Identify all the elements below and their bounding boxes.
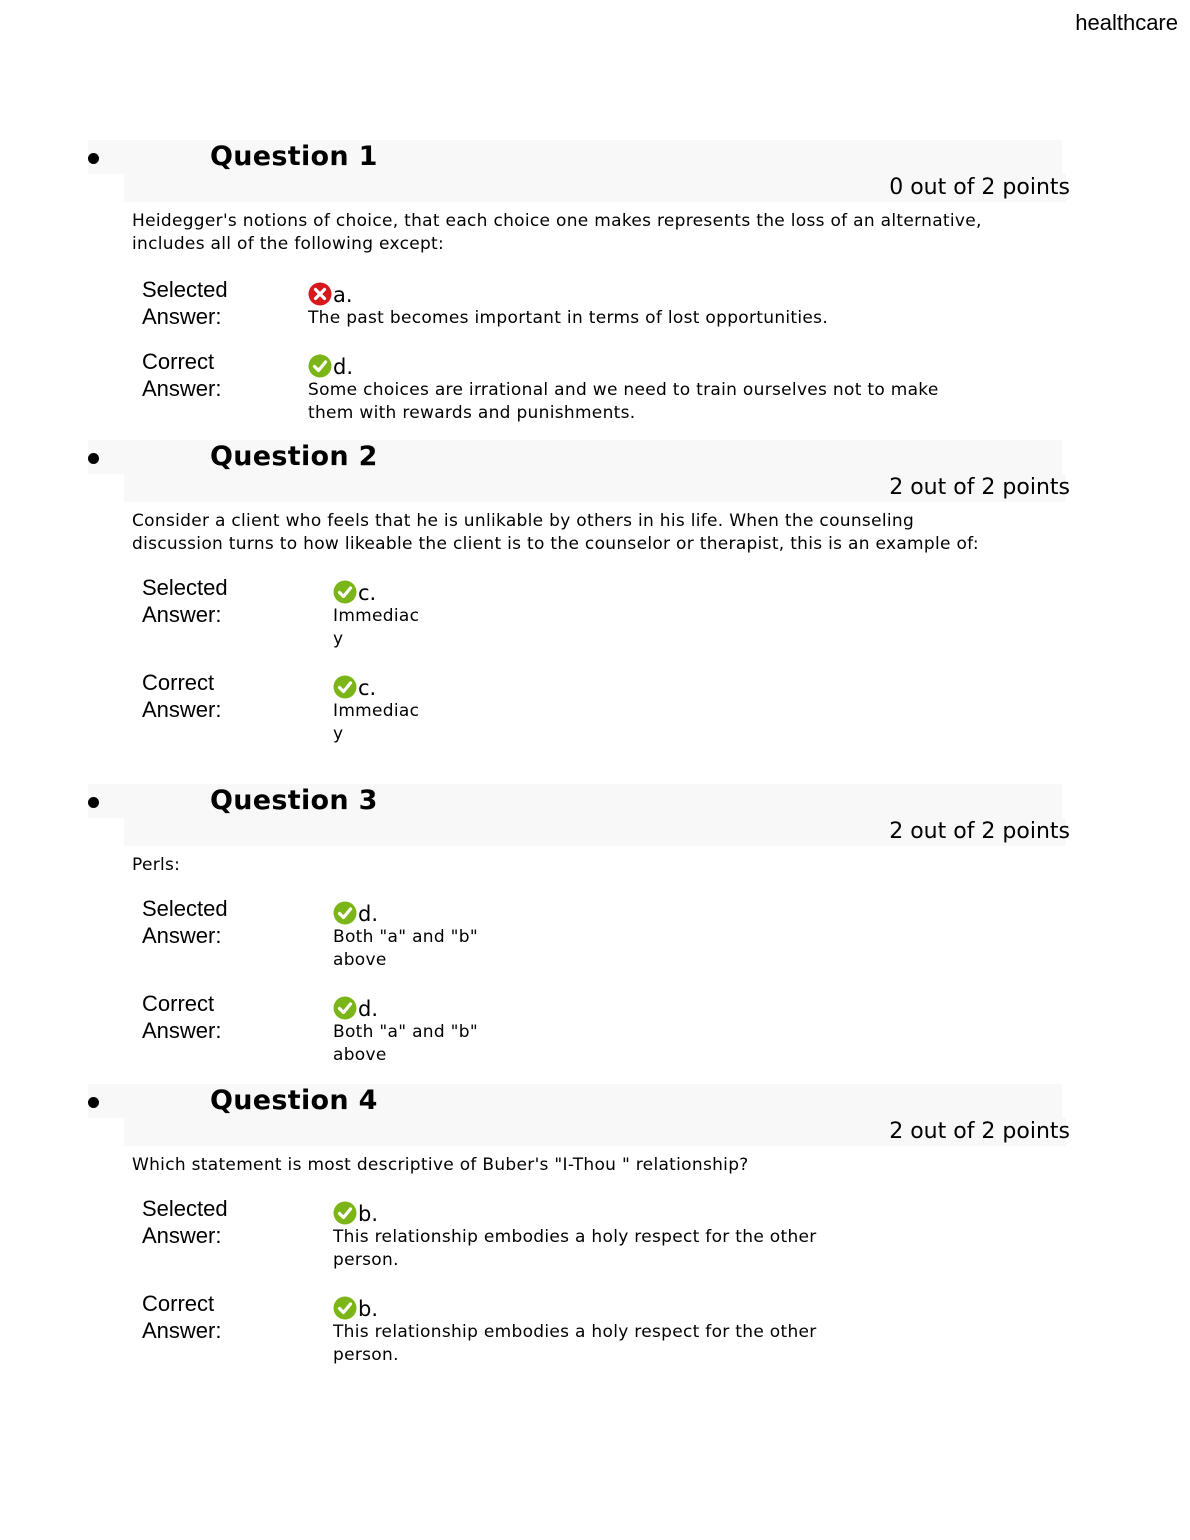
- check-icon: [308, 354, 332, 378]
- answer-letter: b.: [358, 1297, 379, 1321]
- bullet-icon: [88, 453, 99, 464]
- bullet-icon: [88, 797, 99, 808]
- answer-text: Immediacy: [333, 701, 420, 744]
- answer-text: Some choices are irrational and we need to train ourselves not to make them with rewards and punishments.: [308, 380, 939, 423]
- question-header: [88, 140, 1062, 174]
- check-icon: [333, 901, 357, 925]
- selected-answer-label: Selected Answer:: [142, 575, 228, 627]
- selected-answer: [142, 574, 1066, 651]
- selected-answer: [142, 276, 1066, 330]
- x-icon: [308, 282, 332, 306]
- question-header: [88, 784, 1062, 818]
- bullet-icon: [88, 153, 99, 164]
- question-title: Question 4: [210, 1085, 378, 1116]
- answer-text: Immediacy: [333, 606, 420, 649]
- question-points: 2 out of 2 points: [889, 1119, 1070, 1144]
- correct-answer: [142, 348, 1066, 425]
- selected-answer: [142, 1195, 1066, 1272]
- question-header: [88, 440, 1062, 474]
- question-title: Question 3: [210, 785, 378, 816]
- question-block: [88, 440, 1070, 746]
- answer-letter: d.: [333, 355, 354, 379]
- answer-text: This relationship embodies a holy respect for the other person.: [333, 1322, 817, 1365]
- correct-answer-label: Correct Answer:: [142, 991, 222, 1043]
- check-icon: [333, 996, 357, 1020]
- check-icon: [333, 1296, 357, 1320]
- question-text: Consider a client who feels that he is unlikable by others in his life. When the counseling discussion turns to how likeable the client is to the counselor or therapist, this is an example of:: [132, 511, 979, 554]
- question-text: Which statement is most descriptive of Buber's "I-Thou " relationship?: [132, 1155, 749, 1175]
- question-block: [88, 140, 1070, 425]
- question-text: Heidegger's notions of choice, that each choice one makes represents the loss of an alternative, includes all of the following except:: [132, 211, 982, 254]
- answer-letter: c.: [358, 581, 377, 605]
- question-block: [88, 1084, 1070, 1367]
- correct-answer-label: Correct Answer:: [142, 349, 222, 401]
- correct-answer-label: Correct Answer:: [142, 1291, 222, 1343]
- correct-answer: [142, 669, 1066, 746]
- bullet-icon: [88, 1097, 99, 1108]
- check-icon: [333, 580, 357, 604]
- answer-text: The past becomes important in terms of lost opportunities.: [308, 308, 829, 328]
- correct-answer: [142, 1290, 1066, 1367]
- answer-text: Both "a" and "b" above: [333, 1022, 478, 1065]
- question-text: Perls:: [132, 855, 181, 875]
- selected-answer: [142, 895, 1066, 972]
- answer-letter: d.: [358, 997, 379, 1021]
- document-tag: healthcare: [1075, 10, 1178, 35]
- answer-text: This relationship embodies a holy respect for the other person.: [333, 1227, 817, 1270]
- question-points: 2 out of 2 points: [889, 819, 1070, 844]
- answer-letter: c.: [358, 676, 377, 700]
- answer-letter: b.: [358, 1202, 379, 1226]
- question-block: [88, 784, 1070, 1067]
- question-title: Question 1: [210, 141, 378, 172]
- selected-answer-label: Selected Answer:: [142, 277, 228, 329]
- question-header: [88, 1084, 1062, 1118]
- answer-letter: a.: [333, 283, 353, 307]
- correct-answer-label: Correct Answer:: [142, 670, 222, 722]
- question-points: 0 out of 2 points: [889, 175, 1070, 200]
- selected-answer-label: Selected Answer:: [142, 896, 228, 948]
- answer-letter: d.: [358, 902, 379, 926]
- correct-answer: [142, 990, 1066, 1067]
- selected-answer-label: Selected Answer:: [142, 1196, 228, 1248]
- answer-text: Both "a" and "b" above: [333, 927, 478, 970]
- check-icon: [333, 1201, 357, 1225]
- check-icon: [333, 675, 357, 699]
- question-title: Question 2: [210, 441, 378, 472]
- question-points: 2 out of 2 points: [889, 475, 1070, 500]
